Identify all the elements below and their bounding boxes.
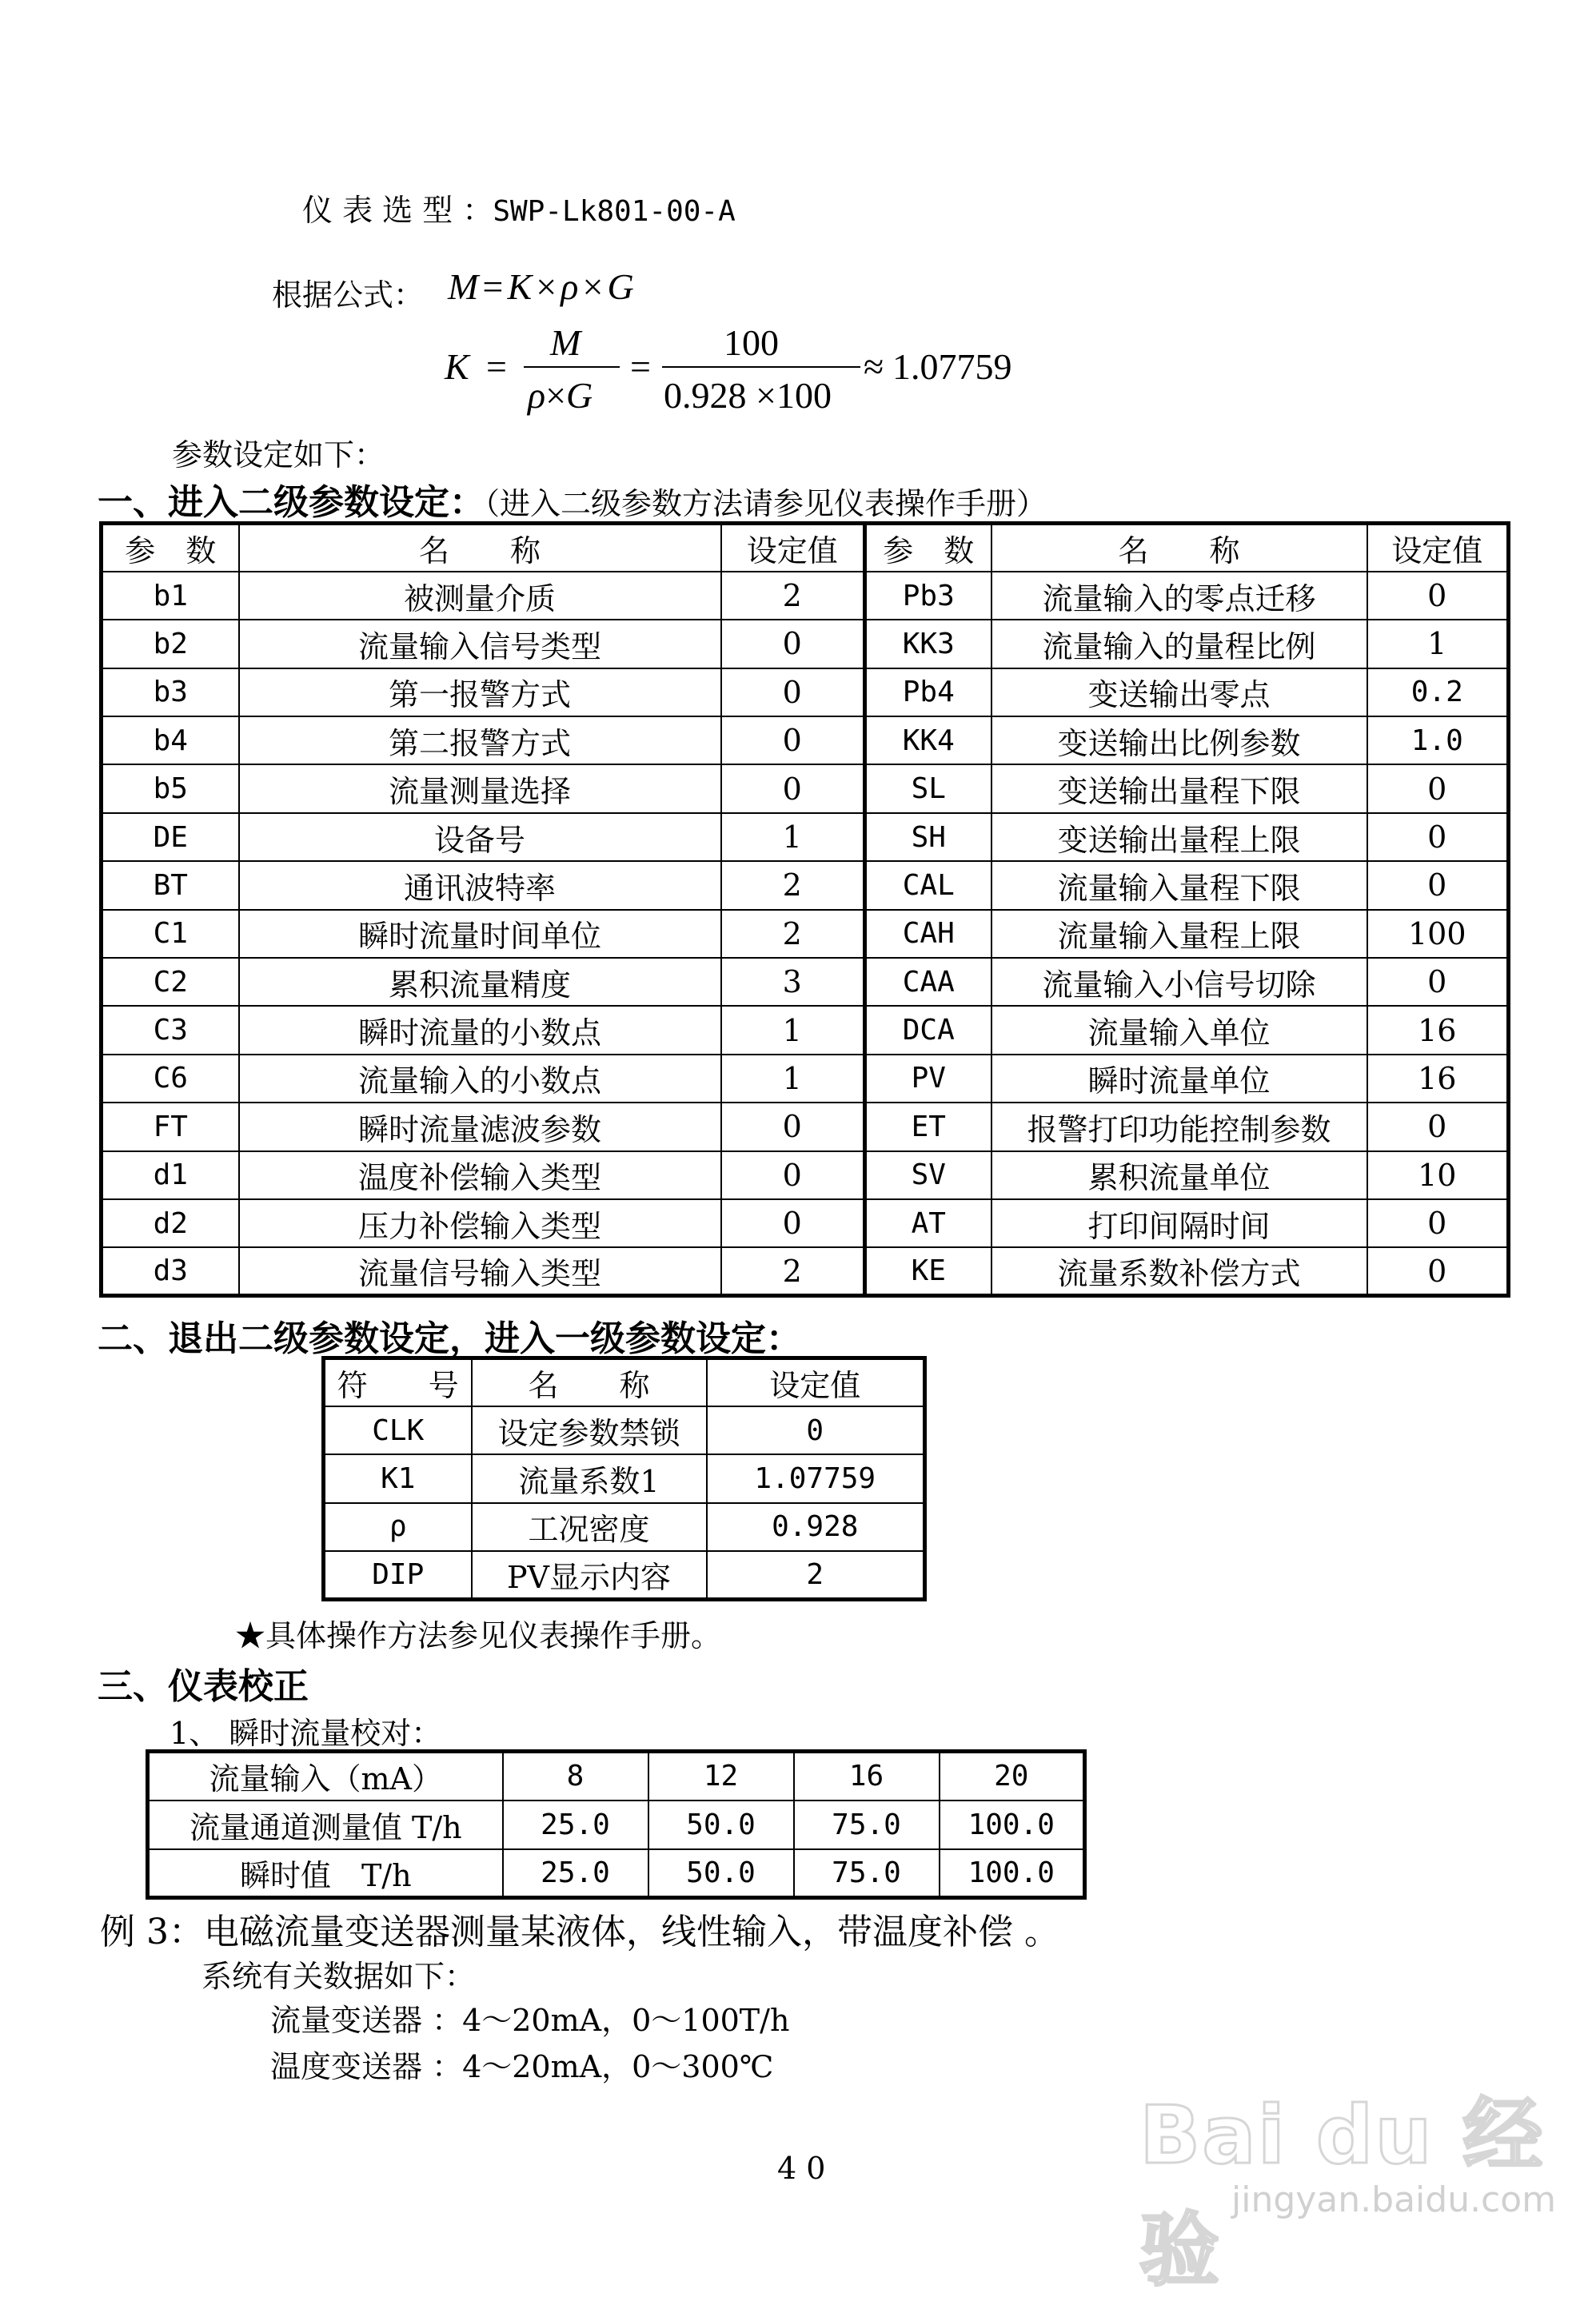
formula-intro: 根据公式： <box>272 277 425 313</box>
value-cell: 20 <box>940 1752 1085 1801</box>
param-code-cell: b1 <box>102 572 239 620</box>
param-name-cell: 温度补偿输入类型 <box>239 1151 721 1199</box>
param-code-cell: b3 <box>102 668 239 716</box>
param-value-cell: 0 <box>721 716 865 764</box>
value-cell: 1.07759 <box>707 1454 925 1502</box>
fraction-den-2: 0.928 ×100 <box>664 375 832 416</box>
table-row <box>324 1406 925 1454</box>
row-label-cell: 流量通道测量值 T/h <box>148 1801 503 1849</box>
document-page: 仪 表 选 型 ：SWP-Lk801-00-A 根据公式： M = K × ρ × G K = M ρ×G = 100 0.928 ×100 ≈ 1.07759 参数设定如下： 一、进入二级参数设定：（进入二级参数方法请参见仪表操作手册） 参 数 名 称 设定值 参 数 名 称 设定值 b1 被测量介质 2 Pb3 流量输入的零点迁移 0 b2 流量输入信号类型 0 KK3 流量输入的量程比例 1 b3 第一报警方式 0 Pb4 变送输出零点 0.2 b4 第二报警方式 0 KK4 变送输出比例参数 1.0 b5 流量测量选择 0 SL 变送输出量程下限 0 DE 设备号 1 SH 变送输出量程上限 0 BT 通讯波特率 2 CAL 流量输入量程下限 0 C1 瞬时流量时间单位 2 CAH 流量输入量程上限 100 C2 累积流量精度 3 CAA 流量输入小信号切除 0 C3 瞬时流量的小数点 1 DCA 流量输入单位 16 C6 流量输入的小数点 1 PV 瞬时流量单位 16 FT 瞬时流量滤波参数 0 ET 报警打印功能控制参数 0 d1 温度补偿输入类型 0 SV 累积流量单位 10 d2 压力补偿输入类型 0 AT 打印间隔时间 0 d3 流量信号输入类型 2 KE 流量系数补偿方式 0 二、退出二级参数设定，进入一级参数设定： 符 号 名 称 设定值 CLK 设定参数禁锁 0 K1 流量系数1 1.07759 ρ 工况密度 0.928 DIP PV显示内容 2 ★具体操作方法参见仪表操作手册。 三、仪表校正 1、 瞬时流量校对： 流量输入（mA） 8 12 16 20 流量通道测量值 T/h 25.0 50.0 75.0 100.0 瞬时值 T/h 25.0 50.0 75.0 100.0 例 3：电磁流量变送器测量某液体，线性输入，带温度补偿 。 系统有关数据如下： 流量变送器 ：4～20mA，0～100T/h 温度变送器 ：4～20mA，0～300℃ 4 0 Bai du 经验 jingyan.baidu.com <box>0 0 1596 2267</box>
param-name-cell: 打印间隔时间 <box>992 1199 1367 1247</box>
level1-parameter-table <box>321 1356 927 1601</box>
section2-note: ★具体操作方法参见仪表操作手册。 <box>235 1618 722 1653</box>
value-cell: 25.0 <box>503 1849 648 1898</box>
fraction-den-1: ρ×G <box>528 375 593 416</box>
param-value-cell: 3 <box>721 958 865 1006</box>
param-value-cell: 1 <box>1367 620 1509 668</box>
param-value-cell: 1 <box>721 813 865 861</box>
param-name-cell: 瞬时流量时间单位 <box>239 910 721 958</box>
param-value-cell: 0 <box>721 668 865 716</box>
param-name-cell: 变送输出量程上限 <box>992 813 1367 861</box>
param-value-cell: 16 <box>1367 1006 1509 1054</box>
value-cell: 12 <box>648 1752 794 1801</box>
param-code-cell: CAH <box>865 910 992 958</box>
param-code-cell: DCA <box>865 1006 992 1054</box>
table-header-cell: 参 数 <box>102 524 239 572</box>
param-code-cell: AT <box>865 1199 992 1247</box>
table-row <box>102 572 1509 620</box>
table-header-row <box>324 1358 925 1406</box>
table-row <box>102 1055 1509 1103</box>
table-row <box>324 1454 925 1502</box>
param-name-cell: 设备号 <box>239 813 721 861</box>
param-code-cell: b5 <box>102 764 239 812</box>
value-cell: 16 <box>794 1752 940 1801</box>
table-row <box>102 1199 1509 1247</box>
param-name-cell: 报警打印功能控制参数 <box>992 1103 1367 1150</box>
param-code-cell: d2 <box>102 1199 239 1247</box>
value-cell: 100.0 <box>940 1801 1085 1849</box>
param-value-cell: 100 <box>1367 910 1509 958</box>
table-row <box>148 1752 1085 1801</box>
param-code-cell: SH <box>865 813 992 861</box>
symbol-cell: K1 <box>324 1454 472 1502</box>
section2-title: 二、退出二级参数设定，进入一级参数设定： <box>98 1318 801 1359</box>
section3-title: 三、仪表校正 <box>98 1666 309 1707</box>
table-row <box>324 1551 925 1599</box>
flow-calibration-table <box>146 1749 1087 1900</box>
param-value-cell: 16 <box>1367 1055 1509 1103</box>
param-value-cell: 2 <box>721 572 865 620</box>
value-cell: 0.928 <box>707 1503 925 1551</box>
param-name-cell: 流量信号输入类型 <box>239 1247 721 1295</box>
param-value-cell: 10 <box>1367 1151 1509 1199</box>
name-cell: 设定参数禁锁 <box>472 1406 707 1454</box>
param-name-cell: 流量输入量程上限 <box>992 910 1367 958</box>
watermark-url: jingyan.baidu.com <box>1231 2179 1557 2220</box>
param-code-cell: KE <box>865 1247 992 1295</box>
param-code-cell: ET <box>865 1103 992 1150</box>
param-name-cell: 流量输入量程下限 <box>992 861 1367 909</box>
param-value-cell: 0 <box>1367 958 1509 1006</box>
param-code-cell: b4 <box>102 716 239 764</box>
value-cell: 50.0 <box>648 1801 794 1849</box>
value-cell: 25.0 <box>503 1801 648 1849</box>
param-value-cell: 2 <box>721 861 865 909</box>
table-row <box>102 716 1509 764</box>
param-name-cell: 流量系数补偿方式 <box>992 1247 1367 1295</box>
param-code-cell: Pb3 <box>865 572 992 620</box>
table-row <box>102 910 1509 958</box>
table-row <box>102 620 1509 668</box>
param-name-cell: 瞬时流量单位 <box>992 1055 1367 1103</box>
param-name-cell: 第一报警方式 <box>239 668 721 716</box>
param-name-cell: 变送输出零点 <box>992 668 1367 716</box>
name-cell: 工况密度 <box>472 1503 707 1551</box>
param-name-cell: 瞬时流量滤波参数 <box>239 1103 721 1150</box>
value-cell: 75.0 <box>794 1849 940 1898</box>
row-label-cell: 瞬时值 T/h <box>148 1849 503 1898</box>
param-name-cell: 累积流量单位 <box>992 1151 1367 1199</box>
param-value-cell: 0 <box>1367 1247 1509 1295</box>
param-value-cell: 0 <box>1367 1199 1509 1247</box>
param-name-cell: 被测量介质 <box>239 572 721 620</box>
table-header-cell: 参 数 <box>865 524 992 572</box>
section3-subtitle: 1、 瞬时流量校对： <box>170 1716 442 1751</box>
table-row <box>102 764 1509 812</box>
param-value-cell: 0 <box>721 1199 865 1247</box>
value-cell: 50.0 <box>648 1849 794 1898</box>
table-row <box>102 1006 1509 1054</box>
section1-title: 一、进入二级参数设定： <box>98 482 485 523</box>
param-name-cell: 流量输入的零点迁移 <box>992 572 1367 620</box>
table-row <box>102 813 1509 861</box>
param-code-cell: d3 <box>102 1247 239 1295</box>
table-row <box>148 1801 1085 1849</box>
param-code-cell: C6 <box>102 1055 239 1103</box>
param-value-cell: 1 <box>721 1055 865 1103</box>
param-name-cell: 流量输入的小数点 <box>239 1055 721 1103</box>
param-name-cell: 压力补偿输入类型 <box>239 1199 721 1247</box>
param-code-cell: FT <box>102 1103 239 1150</box>
value-cell: 8 <box>503 1752 648 1801</box>
param-name-cell: 变送输出量程下限 <box>992 764 1367 812</box>
param-code-cell: CAL <box>865 861 992 909</box>
param-value-cell: 2 <box>721 910 865 958</box>
value-cell: 2 <box>707 1551 925 1599</box>
param-value-cell: 2 <box>721 1247 865 1295</box>
table-row <box>102 1151 1509 1199</box>
param-value-cell: 0.2 <box>1367 668 1509 716</box>
param-code-cell: KK3 <box>865 620 992 668</box>
param-value-cell: 0 <box>1367 813 1509 861</box>
param-value-cell: 1.0 <box>1367 716 1509 764</box>
param-code-cell: C1 <box>102 910 239 958</box>
level2-parameter-table <box>99 521 1510 1298</box>
table-row <box>102 1247 1509 1295</box>
example-temp-transmitter: 温度变送器 ：4～20mA，0～300℃ <box>270 2049 774 2084</box>
param-code-cell: PV <box>865 1055 992 1103</box>
table-header-cell: 名 称 <box>239 524 721 572</box>
symbol-cell: ρ <box>324 1503 472 1551</box>
param-name-cell: 累积流量精度 <box>239 958 721 1006</box>
param-code-cell: SL <box>865 764 992 812</box>
param-code-cell: KK4 <box>865 716 992 764</box>
name-cell: PV显示内容 <box>472 1551 707 1599</box>
param-code-cell: CAA <box>865 958 992 1006</box>
param-value-cell: 0 <box>1367 1103 1509 1150</box>
param-name-cell: 变送输出比例参数 <box>992 716 1367 764</box>
table-row <box>102 1103 1509 1150</box>
example-intro: 系统有关数据如下： <box>201 1959 476 1994</box>
table-row <box>102 958 1509 1006</box>
param-value-cell: 0 <box>1367 572 1509 620</box>
param-name-cell: 流量输入信号类型 <box>239 620 721 668</box>
param-code-cell: DE <box>102 813 239 861</box>
param-value-cell: 0 <box>1367 861 1509 909</box>
table-header-cell: 名 称 <box>992 524 1367 572</box>
table-header-cell: 设定值 <box>721 524 865 572</box>
table-header-cell: 设定值 <box>1367 524 1509 572</box>
example-flow-transmitter: 流量变送器 ：4～20mA，0～100T/h <box>270 2003 790 2038</box>
param-value-cell: 0 <box>721 1103 865 1150</box>
section1-note: （进入二级参数方法请参见仪表操作手册） <box>485 486 1047 521</box>
table-header-row <box>102 524 1509 572</box>
param-name-cell: 流量输入的量程比例 <box>992 620 1367 668</box>
table-row <box>324 1503 925 1551</box>
section1-heading <box>98 473 1047 524</box>
param-value-cell: 1 <box>721 1006 865 1054</box>
param-code-cell: BT <box>102 861 239 909</box>
name-cell: 流量系数1 <box>472 1454 707 1502</box>
symbol-cell: DIP <box>324 1551 472 1599</box>
example-title: 例 3：电磁流量变送器测量某液体，线性输入，带温度补偿 。 <box>100 1912 1059 1952</box>
param-name-cell: 流量测量选择 <box>239 764 721 812</box>
param-code-cell: C3 <box>102 1006 239 1054</box>
table-row <box>148 1849 1085 1898</box>
param-name-cell: 通讯波特率 <box>239 861 721 909</box>
param-value-cell: 0 <box>721 620 865 668</box>
fraction-bar-1 <box>524 366 620 368</box>
table-header-cell: 符 号 <box>324 1358 472 1406</box>
table-header-cell: 设定值 <box>707 1358 925 1406</box>
params-intro: 参数设定如下： <box>172 437 385 473</box>
watermark-logo: Bai du 经验 <box>1139 2088 1545 2297</box>
table-row <box>102 861 1509 909</box>
param-name-cell: 第二报警方式 <box>239 716 721 764</box>
value-cell: 100.0 <box>940 1849 1085 1898</box>
table-row <box>102 668 1509 716</box>
param-code-cell: C2 <box>102 958 239 1006</box>
table-header-cell: 名 称 <box>472 1358 707 1406</box>
value-cell: 0 <box>707 1406 925 1454</box>
param-value-cell: 0 <box>721 1151 865 1199</box>
param-value-cell: 0 <box>721 764 865 812</box>
model-number: SWP-Lk801-00-A <box>493 195 736 228</box>
param-value-cell: 0 <box>1367 764 1509 812</box>
symbol-cell: CLK <box>324 1406 472 1454</box>
fraction-bar-2 <box>662 366 860 368</box>
value-cell: 75.0 <box>794 1801 940 1849</box>
param-code-cell: Pb4 <box>865 668 992 716</box>
param-code-cell: d1 <box>102 1151 239 1199</box>
row-label-cell: 流量输入（mA） <box>148 1752 503 1801</box>
param-name-cell: 瞬时流量的小数点 <box>239 1006 721 1054</box>
param-name-cell: 流量输入小信号切除 <box>992 958 1367 1006</box>
page-number: 4 0 <box>777 2151 826 2186</box>
model-selection-label: 仪 表 选 型 ： <box>302 193 493 228</box>
param-name-cell: 流量输入单位 <box>992 1006 1367 1054</box>
param-code-cell: SV <box>865 1151 992 1199</box>
model-selection-line <box>302 185 736 229</box>
param-code-cell: b2 <box>102 620 239 668</box>
formula-mass: M = K × ρ × G <box>448 266 634 307</box>
